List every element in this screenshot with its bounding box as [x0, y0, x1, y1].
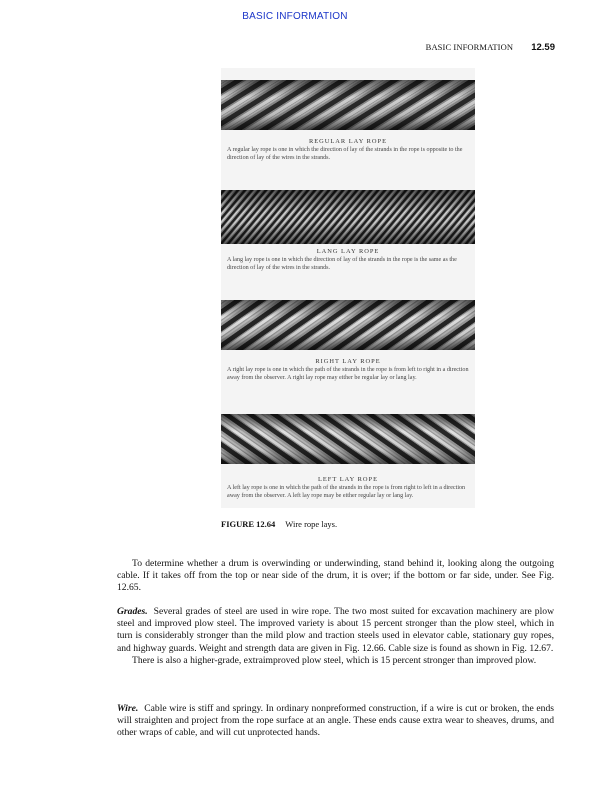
wire-text: Cable wire is stiff and springy. In ordinary nonpreformed construction, if a wire is cut or broken, the ends will straighten and project from the rope surface at an angle. These ends cause extra wear to sheaves, drums, and other wraps of cable, and will cut unprotected hands.	[117, 703, 554, 739]
paragraph-drum: To determine whether a drum is overwinding or underwinding, stand behind it, looking along the outgoing cable. If it takes off from the top or near side of the drum, it is over; if the bottom or far side, under. See Fig. 12.65.	[117, 558, 554, 594]
paragraph-extra: There is also a higher-grade, extraimproved plow steel, which is 15 percent stronger than improved plow.	[132, 654, 537, 666]
regular-lay-rope-image	[221, 76, 475, 134]
wire-rope-figure	[221, 68, 475, 508]
rope-title-left: LEFT LAY ROPE	[318, 476, 378, 483]
rope-desc-regular: A regular lay rope is one in which the direction of lay of the strands in the rope is opposite to the direction of lay of the wires in the strands.	[227, 147, 463, 161]
running-head-section: BASIC INFORMATION	[425, 42, 514, 52]
figure-caption-text: Wire rope lays.	[285, 519, 338, 529]
lang-lay-rope-image	[221, 186, 475, 248]
paragraph-wire	[117, 703, 554, 740]
rope-title-lang: LANG LAY ROPE	[316, 248, 380, 255]
top-banner: BASIC INFORMATION	[242, 11, 348, 22]
rope-title-regular: REGULAR LAY ROPE	[308, 138, 388, 145]
right-lay-rope-image	[221, 296, 475, 354]
grades-heading: Grades.	[117, 606, 148, 617]
body-drum-paragraph	[117, 558, 554, 595]
body-grades-section	[117, 606, 554, 667]
rope-desc-lang: A lang lay rope is one in which the direction of lay of the strands in the rope is the same as the direction of lay of the wires in the strands.	[227, 257, 457, 271]
body-wire-section	[117, 703, 554, 740]
grades-text: Several grades of steel are used in wire rope. The two most suited for excavation machinery are plow steel and improved plow steel. The improved variety is about 15 percent stronger than the plow steel, which in turn is considerably stronger than the mild plow and traction steels used in elevator cable, stationary guy ropes, and highway guards. Weight and strength data are given in Fig. 12.66. Cable size is found as shown in Fig. 12.67.	[117, 606, 554, 654]
wire-heading: Wire.	[117, 703, 139, 714]
rope-title-right: RIGHT LAY ROPE	[315, 358, 381, 365]
figure-number: FIGURE 12.64	[221, 519, 276, 529]
figure-caption	[221, 519, 337, 529]
rope-desc-left: A left lay rope is one in which the path of the strands in the rope is from right to left in a direction away from the observer. A left lay rope may be either regular lay or lang lay.	[227, 485, 466, 499]
left-lay-rope-image	[221, 410, 475, 468]
rope-desc-right: A right lay rope is one in which the path of the strands in the rope is from left to right in a direction away from the observer. A right lay rope may either be regular lay or lang lay.	[227, 367, 469, 381]
page-number: 12.59	[531, 42, 555, 53]
running-head	[426, 42, 555, 53]
paragraph-grades	[117, 606, 554, 655]
